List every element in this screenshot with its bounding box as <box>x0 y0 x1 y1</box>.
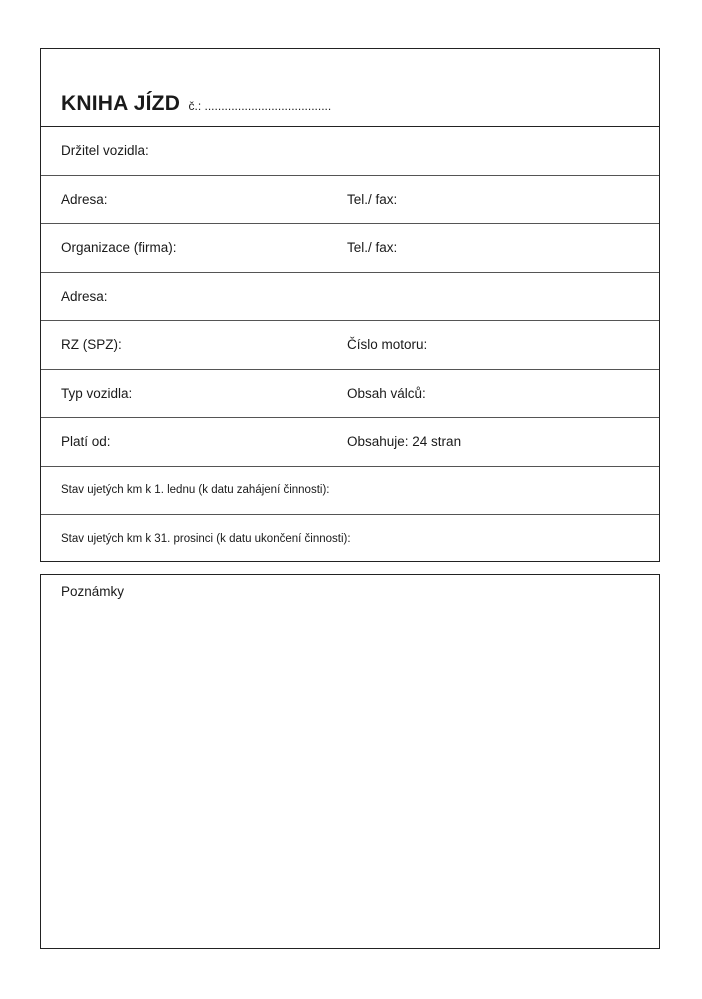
row-vehicle-holder <box>41 127 659 176</box>
vehicle-holder-label: Držitel vozidla: <box>61 143 149 159</box>
row-vehicle-type <box>41 370 659 419</box>
mileage-start-label: Stav ujetých km k 1. lednu (k datu zahájení činnosti): <box>61 484 330 497</box>
vehicle-info-form <box>40 48 660 562</box>
registration-plate-label: RZ (SPZ): <box>61 337 122 353</box>
page-count-label: Obsahuje: 24 stran <box>347 434 462 450</box>
row-holder-address <box>41 176 659 225</box>
row-registration <box>41 321 659 370</box>
form-title: KNIHA JÍZD <box>61 92 181 115</box>
row-organization <box>41 224 659 273</box>
logbook-number-field: č.: ...................................... <box>188 99 332 113</box>
engine-displacement-label: Obsah válců: <box>347 385 426 401</box>
valid-from-label: Platí od: <box>61 434 111 450</box>
row-mileage-end <box>41 515 659 564</box>
row-mileage-start <box>41 467 659 516</box>
holder-phone-fax-label: Tel./ fax: <box>347 191 398 207</box>
notes-label: Poznámky <box>61 584 125 599</box>
organization-label: Organizace (firma): <box>61 240 177 256</box>
row-organization-address <box>41 273 659 322</box>
title-line <box>61 92 331 116</box>
holder-address-label: Adresa: <box>61 191 108 207</box>
mileage-end-label: Stav ujetých km k 31. prosinci (k datu ukončení činnosti): <box>61 533 351 546</box>
engine-number-label: Číslo motoru: <box>347 337 428 353</box>
form-header <box>41 49 659 127</box>
notes-box <box>40 574 660 949</box>
organization-phone-fax-label: Tel./ fax: <box>347 240 398 256</box>
row-valid-from <box>41 418 659 467</box>
organization-address-label: Adresa: <box>61 288 108 304</box>
vehicle-type-label: Typ vozidla: <box>61 385 133 401</box>
